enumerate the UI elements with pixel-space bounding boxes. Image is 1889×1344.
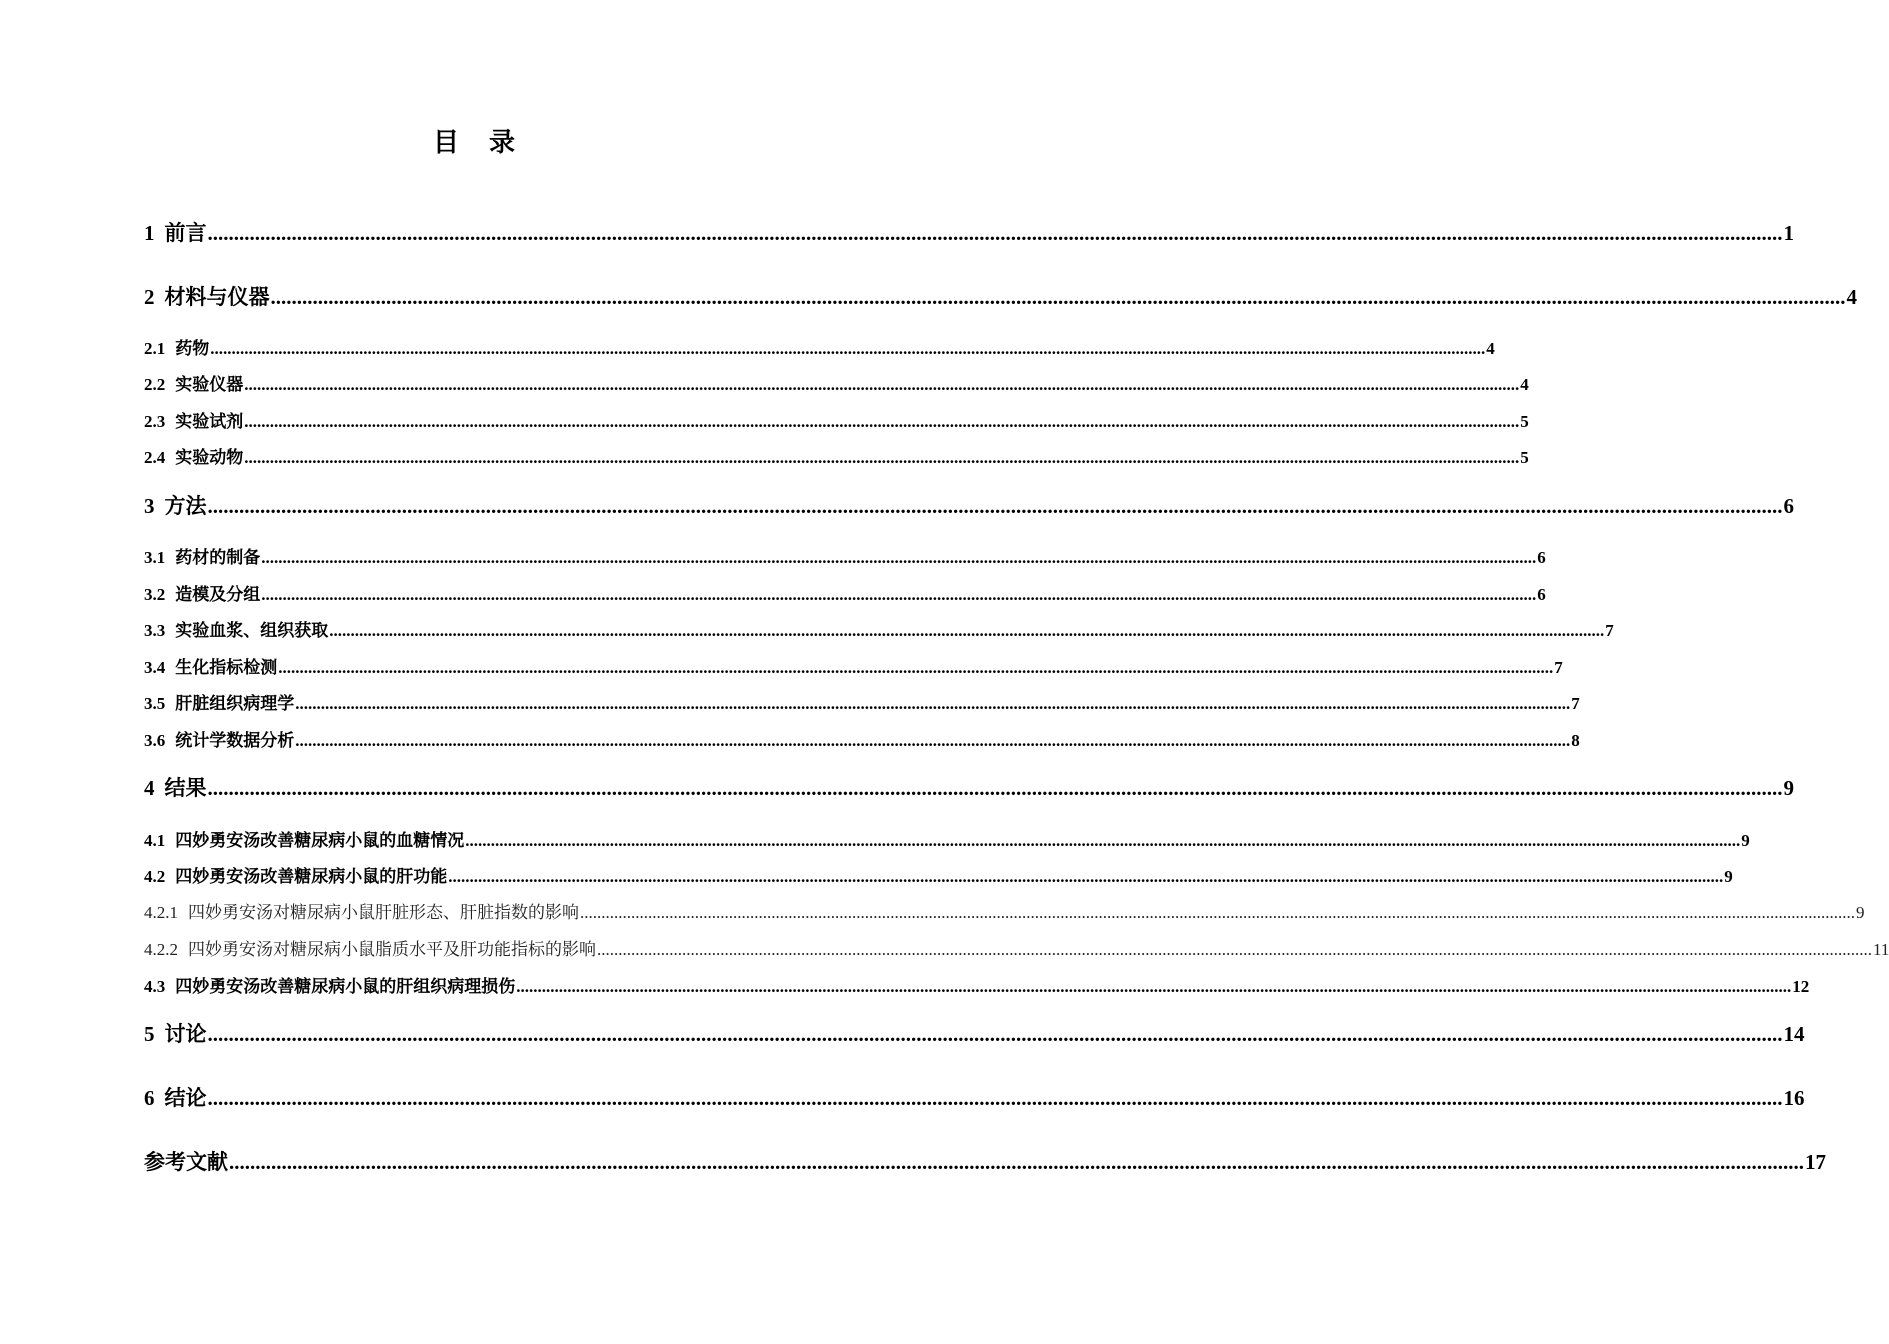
toc-page: 4: [1486, 339, 1495, 358]
toc-number: 4.2.1: [144, 903, 178, 922]
toc-page: 17: [1805, 1150, 1826, 1174]
page-title: 目 录: [432, 128, 517, 157]
toc-entry[interactable]: [144, 1018, 1805, 1048]
toc-text: 四妙勇安汤对糖尿病小鼠脂质水平及肝功能指标的影响: [188, 940, 596, 959]
toc-text: 方法: [164, 494, 207, 518]
dot-leader: ............................................................................................................................................................................................................................................................................................................: [295, 694, 1571, 713]
toc-page: 7: [1571, 694, 1580, 713]
toc-number: 3.1: [144, 548, 166, 567]
toc-entry[interactable]: [144, 689, 1580, 714]
dot-leader: ............................................................................................................................................................................................................................................................................................................: [210, 339, 1486, 358]
toc-entry[interactable]: [144, 370, 1529, 395]
dot-leader: ............................................................................................................................................................................................................................................................................................................: [207, 776, 1783, 800]
toc-entry[interactable]: [144, 972, 1810, 997]
dot-leader: ............................................................................................................................................................................................................................................................................................................: [597, 940, 1872, 959]
toc-page: 6: [1537, 585, 1546, 604]
dot-leader: ............................................................................................................................................................................................................................................................................................................: [207, 221, 1783, 245]
toc-text: 四妙勇安汤改善糖尿病小鼠的肝组织病理损伤: [175, 977, 516, 996]
dot-leader: ............................................................................................................................................................................................................................................................................................................: [261, 585, 1537, 604]
dot-leader: ............................................................................................................................................................................................................................................................................................................: [207, 1086, 1783, 1110]
dot-leader: ............................................................................................................................................................................................................................................................................................................: [448, 867, 1724, 886]
toc-entry[interactable]: [144, 826, 1750, 851]
toc-number: 4.2: [144, 867, 166, 886]
toc-text: 前言: [164, 221, 207, 245]
toc-page: 14: [1783, 1022, 1805, 1046]
toc-entry[interactable]: [144, 334, 1495, 359]
toc-text: 实验动物: [175, 448, 244, 467]
toc-entry[interactable]: [144, 616, 1614, 641]
toc-text: 实验血浆、组织获取: [175, 621, 329, 640]
toc-number: 1: [144, 221, 155, 245]
toc-entry[interactable]: [144, 653, 1563, 678]
toc-number: 6: [144, 1086, 155, 1110]
toc-number: 3: [144, 494, 155, 518]
toc-page: 9: [1741, 831, 1750, 850]
toc-page: 7: [1554, 658, 1563, 677]
toc-number: 2.2: [144, 375, 166, 394]
toc-number: 3.6: [144, 731, 166, 750]
toc-number: 4.3: [144, 977, 166, 996]
dot-leader: ............................................................................................................................................................................................................................................................................................................: [516, 977, 1792, 996]
dot-leader: ............................................................................................................................................................................................................................................................................................................: [244, 448, 1520, 467]
toc-page: 6: [1537, 548, 1546, 567]
toc-number: 2.3: [144, 412, 166, 431]
toc-text: 统计学数据分析: [175, 731, 295, 750]
toc-entry[interactable]: [144, 443, 1529, 468]
toc-text: 讨论: [164, 1022, 207, 1046]
dot-leader: ............................................................................................................................................................................................................................................................................................................: [295, 731, 1571, 750]
toc-page: 11: [1873, 940, 1889, 959]
toc-text: 实验试剂: [175, 412, 244, 431]
toc-number: 4.1: [144, 831, 166, 850]
toc-text: 材料与仪器: [164, 285, 270, 309]
toc-number: 2.4: [144, 448, 166, 467]
toc-entry[interactable]: [144, 726, 1580, 751]
toc-number: 2.1: [144, 339, 166, 358]
toc-page: 9: [1783, 776, 1794, 800]
toc-page: 4: [1846, 285, 1857, 309]
toc-page: 12: [1792, 977, 1810, 996]
toc-page: 4: [1520, 375, 1529, 394]
toc-text: 结论: [164, 1086, 207, 1110]
toc-text: 四妙勇安汤改善糖尿病小鼠的血糖情况: [175, 831, 465, 850]
dot-leader: ............................................................................................................................................................................................................................................................................................................: [229, 1150, 1804, 1174]
toc-entry[interactable]: [144, 490, 1794, 520]
toc-text: 肝脏组织病理学: [175, 694, 295, 713]
dot-leader: ............................................................................................................................................................................................................................................................................................................: [465, 831, 1741, 850]
toc-page: 8: [1571, 731, 1580, 750]
toc-text: 药物: [175, 339, 210, 358]
toc-number: 4: [144, 776, 155, 800]
toc-page: 1: [1783, 221, 1794, 245]
toc-entry[interactable]: [144, 580, 1546, 605]
toc-text: 生化指标检测: [175, 658, 278, 677]
dot-leader: ............................................................................................................................................................................................................................................................................................................: [207, 494, 1783, 518]
toc-text: 参考文献: [144, 1150, 228, 1174]
toc-text: 四妙勇安汤改善糖尿病小鼠的肝功能: [175, 867, 448, 886]
toc-entry[interactable]: [144, 935, 1889, 960]
toc-page: 5: [1520, 412, 1529, 431]
toc-number: 3.2: [144, 585, 166, 604]
toc-number: 3.4: [144, 658, 166, 677]
toc-number: 2: [144, 285, 155, 309]
toc-text: 四妙勇安汤对糖尿病小鼠肝脏形态、肝脏指数的影响: [188, 903, 579, 922]
dot-leader: ............................................................................................................................................................................................................................................................................................................: [278, 658, 1554, 677]
dot-leader: ............................................................................................................................................................................................................................................................................................................: [261, 548, 1537, 567]
toc-entry[interactable]: [144, 862, 1733, 887]
toc-entry[interactable]: [144, 1146, 1826, 1176]
toc-number: 5: [144, 1022, 155, 1046]
toc-entry[interactable]: [144, 772, 1794, 802]
toc-page: 16: [1783, 1086, 1805, 1110]
toc-number: 3.3: [144, 621, 166, 640]
toc-text: 造模及分组: [175, 585, 261, 604]
toc-entry[interactable]: [144, 281, 1857, 311]
toc-text: 药材的制备: [175, 548, 261, 567]
dot-leader: ............................................................................................................................................................................................................................................................................................................: [244, 412, 1520, 431]
toc-entry[interactable]: [144, 1082, 1805, 1112]
dot-leader: ............................................................................................................................................................................................................................................................................................................: [329, 621, 1605, 640]
dot-leader: ............................................................................................................................................................................................................................................................................................................: [580, 903, 1855, 922]
toc-number: 3.5: [144, 694, 166, 713]
toc-entry[interactable]: [144, 898, 1865, 923]
toc-page: 7: [1605, 621, 1614, 640]
toc-entry[interactable]: [144, 407, 1529, 432]
toc-page: 5: [1520, 448, 1529, 467]
dot-leader: ............................................................................................................................................................................................................................................................................................................: [207, 1022, 1783, 1046]
toc-entry[interactable]: [144, 217, 1794, 247]
toc-page: 9: [1724, 867, 1733, 886]
toc-page: 6: [1783, 494, 1794, 518]
toc-text: 实验仪器: [175, 375, 244, 394]
toc-number: 4.2.2: [144, 940, 178, 959]
toc-page: 9: [1856, 903, 1865, 922]
dot-leader: ............................................................................................................................................................................................................................................................................................................: [244, 375, 1520, 394]
dot-leader: ............................................................................................................................................................................................................................................................................................................: [270, 285, 1846, 309]
toc-text: 结果: [164, 776, 207, 800]
toc-entry[interactable]: [144, 543, 1546, 568]
